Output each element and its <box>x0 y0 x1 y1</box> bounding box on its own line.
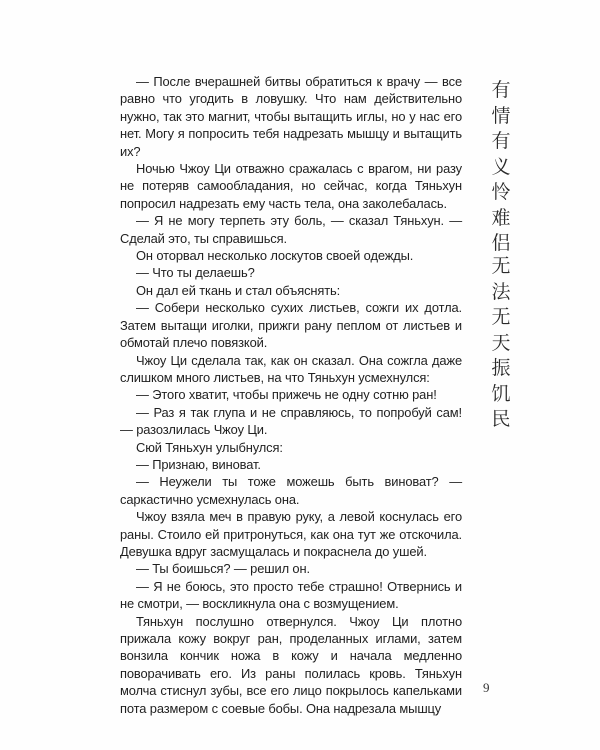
paragraph-11: Сюй Тяньхун улыбнулся: <box>136 439 283 455</box>
paragraph-6: Он дал ей ткань и стал объяснять: <box>136 282 341 298</box>
paragraph-4: Он оторвал несколько лоскутов своей одежды. <box>136 248 414 264</box>
side-title-char: 侣 <box>491 232 511 254</box>
side-title-column-1 <box>489 78 513 257</box>
side-title-char: 振 <box>491 357 511 379</box>
side-title-char: 有 <box>491 79 511 101</box>
paragraph-7: — Собери несколько сухих листьев, сожги их дотла. Затем вытащи иголки, прижги рану пеплом от листьев и обмотай плечо повязкой. <box>120 300 462 351</box>
paragraph-8: Чжоу Ци сделала так, как он сказал. Она сожгла даже слишком много листьев, на что Тяньхун усмехнулся: <box>120 352 462 385</box>
paragraph-3: — Я не могу терпеть эту боль, — сказал Тяньхун. — Сделай это, ты справишься. <box>120 213 462 246</box>
paragraph-15: — Ты боишься? — решил он. <box>136 561 310 577</box>
side-title-char: 情 <box>491 104 511 127</box>
paragraph-2: Ночью Чжоу Ци отважно сражалась с врагом, ни разу не потеряв самообладания, но сейчас, когда Тяньхун попросил надрезать ему часть тела, она заколебалась. <box>120 161 462 211</box>
paragraph-16: — Я не боюсь, это просто тебе страшно! Отвернись и не смотри, — воскликнула она с возмущением. <box>120 578 462 612</box>
paragraph-17: Тяньхун послушно отвернулся. Чжоу Ци плотно прижала кожу вокруг ран, проделанных иглами, затем вонзила кончик ножа в кожу и начала медленно поворачивать его. Из раны полилась кровь. Тяньхун молча стиснул зубы, все его лицо покрылось капельками пота размером с соевые бобы. Она надрезала мышцу <box>120 613 462 716</box>
paragraph-10: — Раз я так глупа и не справляюсь, то попробуй сам! — разозлилась Чжоу Ци. <box>120 404 462 438</box>
paragraph-14: Чжоу взяла меч в правую руку, а левой коснулась его раны. Стоило ей притронуться, как она тут же отскочила. Девушка вдруг засмущалась и покраснела до ушей. <box>120 509 462 559</box>
side-title-char: 义 <box>491 155 511 178</box>
body-text <box>120 73 462 717</box>
paragraph-5: — Что ты делаешь? <box>136 265 255 281</box>
page-number: 9 <box>483 680 490 695</box>
side-title-char: 怜 <box>491 181 511 203</box>
paragraph-12: — Признаю, виноват. <box>136 456 261 472</box>
side-title-char: 难 <box>491 206 511 229</box>
paragraph-9: — Этого хватит, чтобы прижечь не одну сотню ран! <box>136 387 437 403</box>
side-title-char: 有 <box>491 130 511 152</box>
side-title-char: 法 <box>491 280 511 303</box>
paragraph-13: — Неужели ты тоже можешь быть виноват? — саркастично усмехнулась она. <box>120 474 462 507</box>
side-title-char: 无 <box>491 255 511 277</box>
side-title-column-2 <box>489 254 513 433</box>
side-title-char: 民 <box>491 408 511 430</box>
side-title-char: 无 <box>491 306 511 328</box>
side-title-char: 天 <box>491 331 511 354</box>
paragraph-1: — После вчерашней битвы обратиться к врачу — все равно что угодить в ловушку. Что нам действительно нужно, так это магнит, чтобы вытащить иглы, но у нас его нет. Могу я попросить тебя надрезать мышцу и вытащить их? <box>120 74 462 159</box>
side-title-char: 饥 <box>491 382 511 405</box>
